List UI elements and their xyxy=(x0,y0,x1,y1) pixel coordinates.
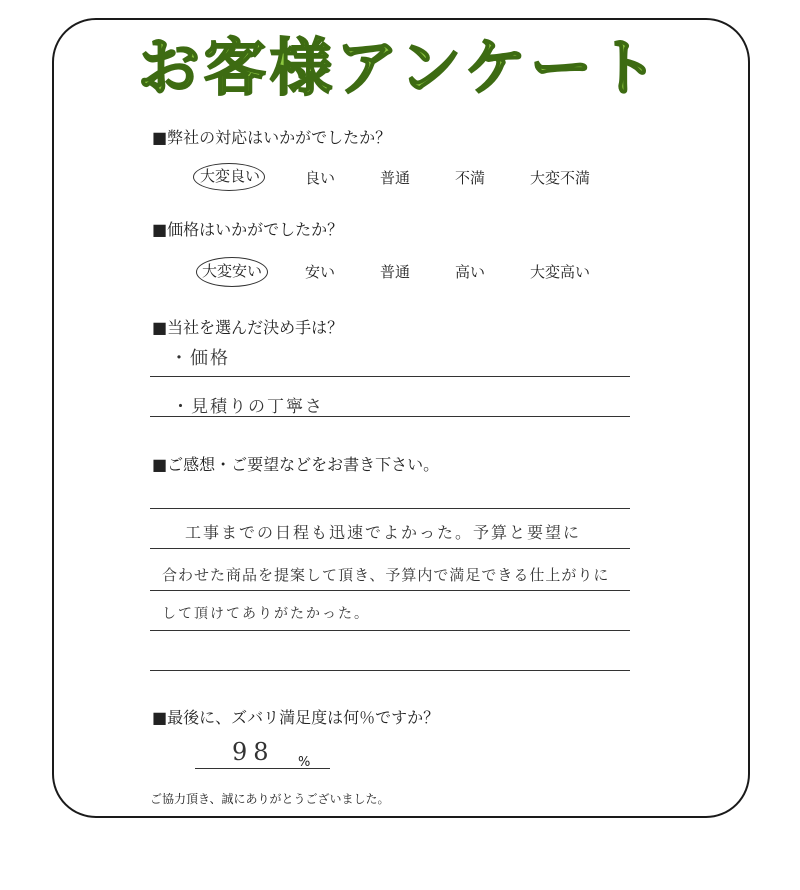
percent-unit: % xyxy=(298,755,311,770)
q4-comment-line-2: 合わせた商品を提案して頂き、予算内で満足できる仕上がりに xyxy=(162,566,610,584)
q4-comment-line-3: して頂けてありがたかった。 xyxy=(162,606,370,622)
thank-you-footer: ご協力頂き、誠にありがとうございました。 xyxy=(150,792,390,806)
question-1-label: ■弊社の対応はいかがでしたか？ xyxy=(152,128,392,147)
q3-rule-2 xyxy=(150,416,630,417)
q4-rule-1 xyxy=(150,508,630,509)
q3-rule-1 xyxy=(150,376,630,377)
q1-option-very-dissatisfied[interactable]: 大変不満 xyxy=(530,169,591,187)
q1-option-normal[interactable]: 普通 xyxy=(380,169,411,187)
q3-answer-2: ・見積りの丁寧さ xyxy=(172,397,324,417)
satisfaction-rule xyxy=(195,768,330,769)
q4-rule-2 xyxy=(150,548,630,549)
q4-rule-4 xyxy=(150,630,630,631)
survey-title: お客様アンケート xyxy=(137,31,663,104)
q1-option-good[interactable]: 良い xyxy=(305,169,336,187)
q4-rule-3 xyxy=(150,590,630,591)
q2-option-very-expensive[interactable]: 大変高い xyxy=(530,263,591,281)
q1-option-dissatisfied[interactable]: 不満 xyxy=(455,169,486,187)
question-2-label: ■価格はいかがでしたか？ xyxy=(152,220,344,239)
q1-option-very-good[interactable]: 大変良い xyxy=(200,167,261,185)
question-3-label: ■当社を選んだ決め手は？ xyxy=(152,318,344,337)
q2-option-very-cheap[interactable]: 大変安い xyxy=(202,262,263,280)
q4-comment-line-1: 工事までの日程も迅速でよかった。予算と要望に xyxy=(185,523,582,542)
q2-option-normal[interactable]: 普通 xyxy=(380,263,411,281)
satisfaction-value: 98 xyxy=(232,738,275,766)
question-5-label: ■最後に、ズバリ満足度は何％ですか？ xyxy=(152,708,440,727)
q4-rule-5 xyxy=(150,670,630,671)
q2-option-cheap[interactable]: 安い xyxy=(305,263,336,281)
q3-answer-1: ・価格 xyxy=(170,348,230,369)
question-4-label: ■ご感想・ご要望などをお書き下さい。 xyxy=(152,455,440,474)
q2-option-expensive[interactable]: 高い xyxy=(455,263,486,281)
